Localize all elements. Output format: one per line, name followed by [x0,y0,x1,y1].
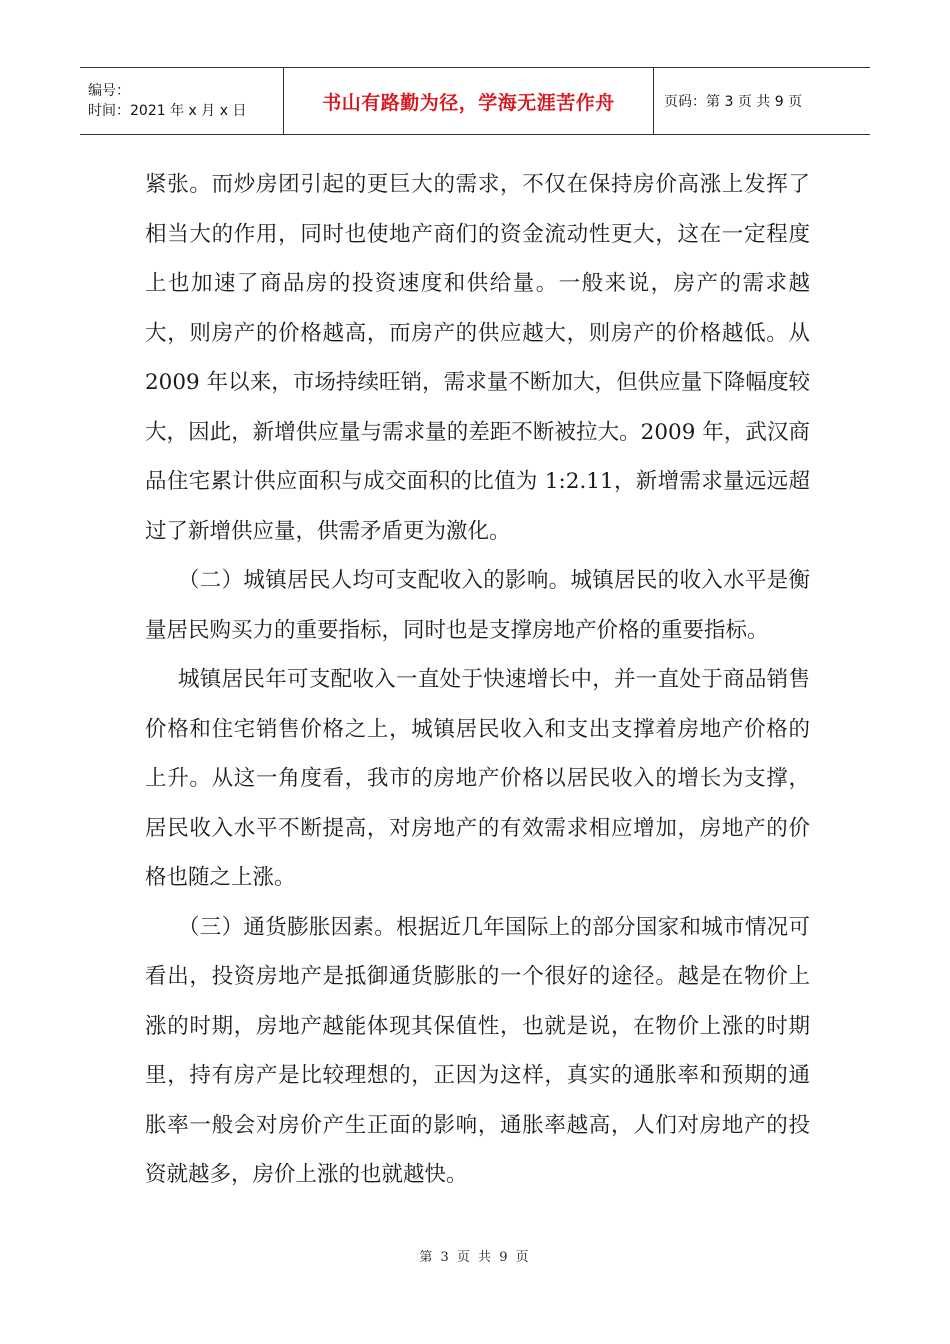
number-label: 编号： [88,83,130,99]
header-meta-cell [80,68,284,134]
body-paragraph: （二）城镇居民人均可支配收入的影响。城镇居民的收入水平是衡量居民购买力的重要指标，同时也是支撑房地产价格的重要指标。 [145,568,810,643]
header-page-info: 页码：第 3 页 共 9 页 [664,94,803,110]
document-header [80,67,870,135]
date-label: 时间：2021 年 x 月 x 日 [88,103,247,119]
header-motto: 书山有路勤为径，学海无涯苦作舟 [322,91,615,114]
page-footer: 第 3 页 共 9 页 [419,1250,531,1265]
document-body [145,160,810,1200]
body-paragraph: 城镇居民年可支配收入一直处于快速增长中，并一直处于商品销售价格和住宅销售价格之上，城镇居民收入和支出支撑着房地产价格的上升。从这一角度看，我市的房地产价格以居民收入的增长为支撑，居民收入水平不断提高，对房地产的有效需求相应增加，房地产的价格也随之上涨。 [145,667,810,890]
motto-cell [284,68,654,134]
page-info-cell [654,68,870,134]
body-paragraph: 紧张。而炒房团引起的更巨大的需求，不仅在保持房价高涨上发挥了相当大的作用，同时也使地产商们的资金流动性更大，这在一定程度上也加速了商品房的投资速度和供给量。一般来说，房产的需求越大，则房产的价格越高，而房产的供应越大，则房产的价格越低。从 2009 年以来，市场持续旺销，需求量不断加大，但供应量下降幅度较大，因此，新增供应量与需求量的差距不断被拉大。2009 年，武汉商品住宅累计供应面积与成交面积的比值为 1:2.11，新增需求量远远超过了新增供应量，供需矛盾更为激化。 [145,172,810,544]
body-paragraph: （三）通货膨胀因素。根据近几年国际上的部分国家和城市情况可看出，投资房地产是抵御通货膨胀的一个很好的途径。越是在物价上涨的时期，房地产越能体现其保值性，也就是说，在物价上涨的时期里，持有房产是比较理想的，正因为这样，真实的通胀率和预期的通胀率一般会对房价产生正面的影响，通胀率越高，人们对房地产的投资就越多，房价上涨的也就越快。 [145,914,810,1187]
